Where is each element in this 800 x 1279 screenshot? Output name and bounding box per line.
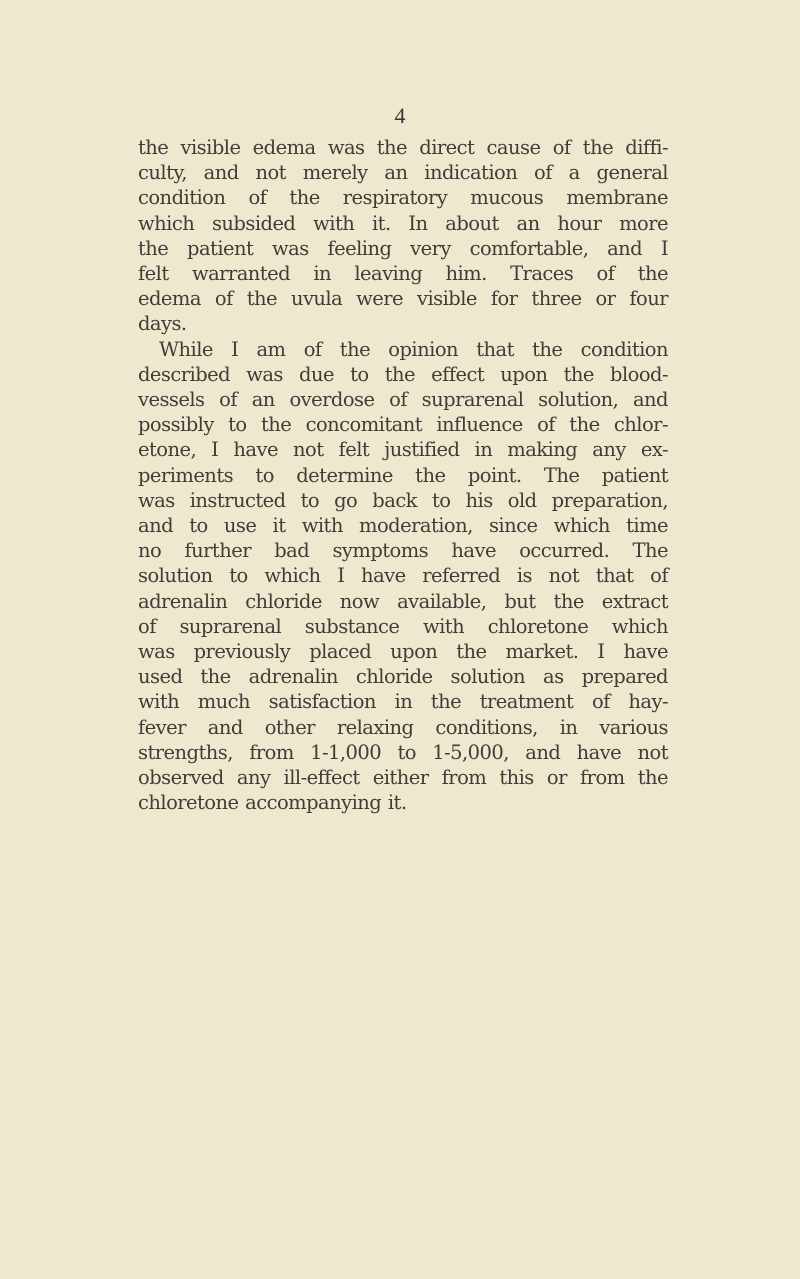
- text-line: and to use it with moderation, since which time: [138, 514, 668, 538]
- text-line: the visible edema was the direct cause of the diffi-: [138, 136, 668, 159]
- text-line: used the adrenalin chloride solution as prepared: [138, 665, 668, 689]
- text-line: no further bad symptoms have occurred. The: [138, 539, 668, 563]
- text-line: condition of the respiratory mucous membrane: [138, 186, 668, 210]
- text-line: was previously placed upon the market. I have: [138, 640, 668, 664]
- text-line: with much satisfaction in the treatment of hay-: [138, 690, 668, 714]
- text-line: etone, I have not felt justified in making any ex-: [138, 438, 668, 462]
- text-line: described was due to the effect upon the blood-: [138, 362, 668, 386]
- text-line: While I am of the opinion that the condition: [159, 337, 668, 361]
- text-line: periments to determine the point. The patient: [138, 463, 668, 487]
- paragraph-1: [138, 135, 668, 337]
- page-number: 4: [394, 103, 406, 128]
- text-line: chloretone accompanying it.: [138, 791, 407, 815]
- text-line: edema of the uvula were visible for three or four: [138, 287, 668, 311]
- text-line: which subsided with it. In about an hour more: [138, 211, 668, 235]
- text-line: observed any ill-effect either from this or from the: [138, 766, 668, 790]
- text-line: vessels of an overdose of suprarenal solution, and: [138, 388, 668, 412]
- text-line: solution to which I have referred is not that of: [138, 564, 668, 588]
- text-line: days.: [138, 312, 187, 336]
- text-line: possibly to the concomitant influence of the chlor-: [138, 413, 668, 437]
- text-line: was instructed to go back to his old preparation,: [138, 488, 668, 512]
- text-line: strengths, from 1-1,000 to 1-5,000, and have not: [138, 740, 668, 764]
- text-line: culty, and not merely an indication of a general: [138, 161, 668, 185]
- text-line: of suprarenal substance with chloretone which: [138, 614, 668, 638]
- text-line: adrenalin chloride now available, but the extract: [138, 589, 668, 613]
- paragraph-2: [138, 337, 668, 816]
- body-text: [138, 135, 668, 815]
- text-line: felt warranted in leaving him. Traces of the: [138, 262, 668, 286]
- text-line: the patient was feeling very comfortable, and I: [138, 236, 668, 260]
- text-line: fever and other relaxing conditions, in various: [138, 715, 668, 739]
